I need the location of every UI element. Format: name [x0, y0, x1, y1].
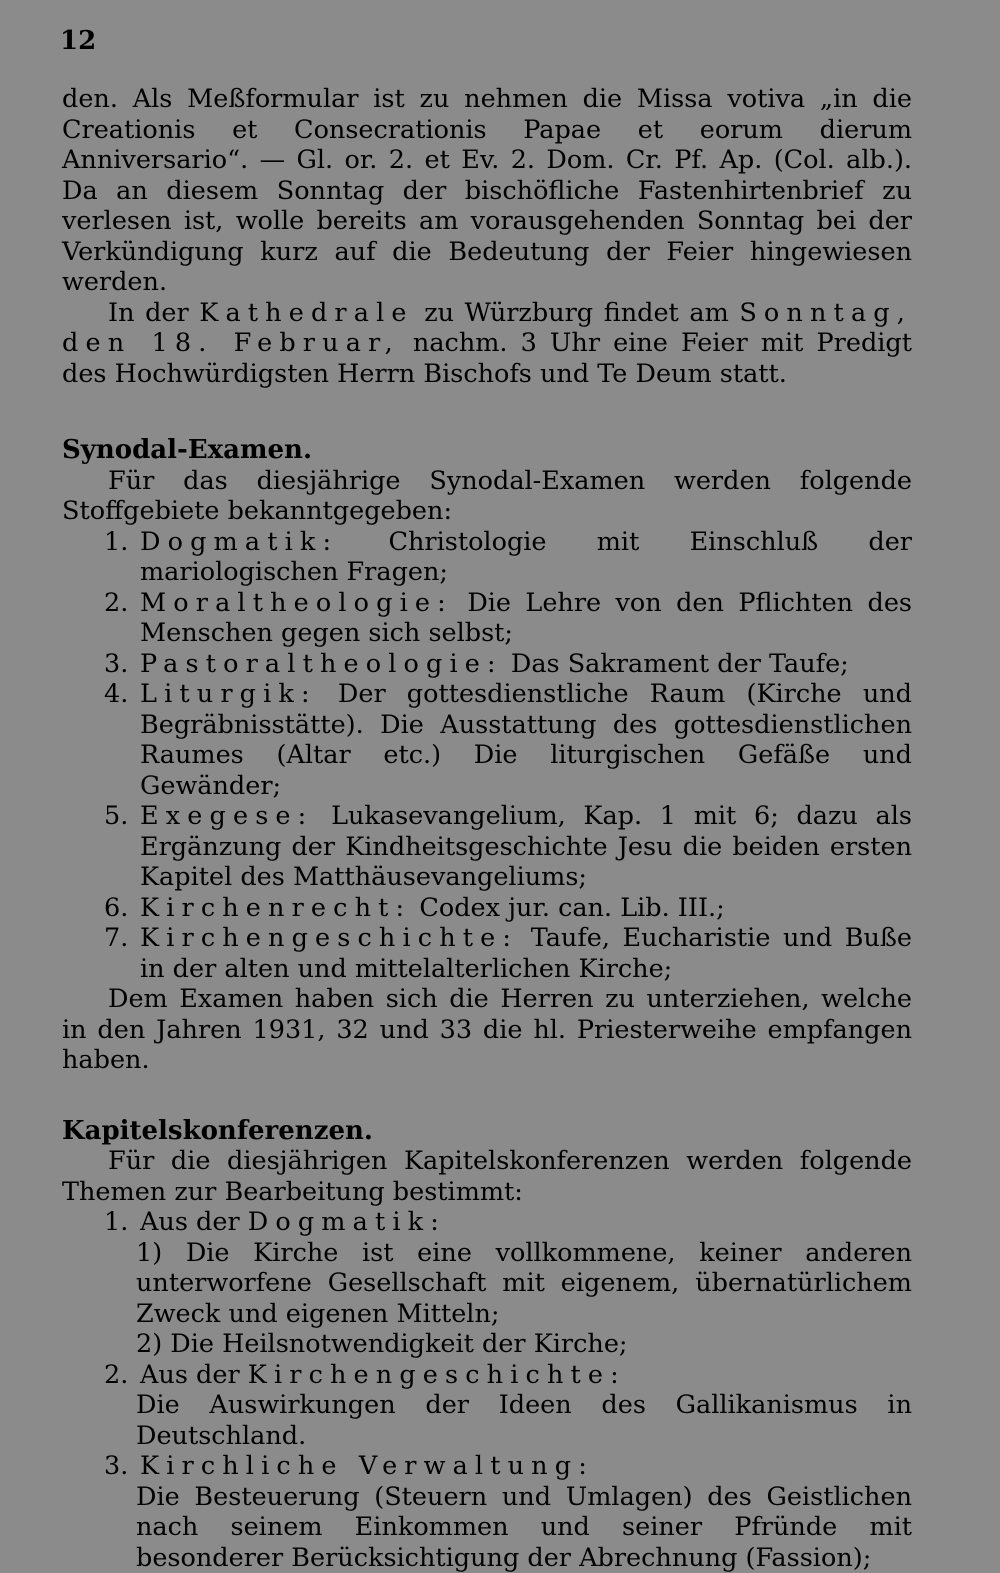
- cathedral-spaced-2: Sonntag, den 18. Februar,: [62, 298, 912, 359]
- item-number: 1.: [104, 527, 128, 558]
- list-item: [62, 649, 912, 680]
- list-item: [62, 923, 912, 984]
- item-number: 2.: [104, 588, 128, 619]
- sub-item: 1) Die Kirche ist eine vollkommene, keiner anderen unterworfene Gesellschaft mit eigenem, übernatürlichem Zweck und eigenen Mitteln;: [136, 1238, 912, 1330]
- kapitel-sub-1: [62, 1238, 912, 1360]
- item-number: 6.: [104, 893, 128, 924]
- item-text: Lukasevangelium, Kap. 1 mit 6; dazu als Ergänzung der Kindheitsgeschichte Jesu die beiden ersten Kapitel des Matthäusevangeliums;: [140, 801, 912, 892]
- list-item: [62, 527, 912, 588]
- item-term: Kirchenrecht:: [140, 893, 411, 923]
- cathedral-spaced-1: Kathedrale: [199, 298, 413, 328]
- synodal-heading: Synodal-Examen.: [62, 435, 912, 466]
- item-number: 2.: [104, 1360, 128, 1391]
- item-number: 7.: [104, 923, 128, 954]
- cathedral-paragraph: [62, 298, 912, 390]
- item-term: Pastoraltheologie:: [140, 649, 503, 679]
- item-text: Die Lehre von den Pflichten des Menschen gegen sich selbst;: [140, 588, 912, 649]
- kapitel-intro: Für die diesjährigen Kapitelskonferenzen werden folgende Themen zur Bearbeitung bestimmt:: [62, 1146, 912, 1207]
- page-number: 12: [60, 26, 96, 56]
- item-text: Das Sakrament der Taufe;: [511, 649, 849, 679]
- kapitel-heading: Kapitelskonferenzen.: [62, 1116, 912, 1147]
- item-number: 1.: [104, 1207, 128, 1238]
- kapitel-sub-3: [62, 1482, 912, 1573]
- item-prefix: Aus der: [140, 1360, 240, 1390]
- list-item: [62, 893, 912, 924]
- item-term: Kirchengeschichte:: [140, 923, 518, 953]
- item-text: Der gottesdienstliche Raum (Kirche und Begräbnisstätte). Die Ausstattung des gottesdienstlichen Raumes (Altar etc.) Die liturgischen Gefäße und Gewänder;: [140, 679, 912, 801]
- item-term: Moraltheologie:: [140, 588, 453, 618]
- item-prefix: Aus der: [140, 1207, 240, 1237]
- intro-paragraph: den. Als Meßformular ist zu nehmen die Missa votiva „in die Creationis et Consecrationis Papae et eorum dierum Anniversario“. — Gl. or. 2. et Ev. 2. Dom. Cr. Pf. Ap. (Col. alb.). Da an diesem Sonntag der bischöfliche Fastenhirtenbrief zu verlesen ist, wolle bereits am vorausgehenden Sonntag bei der Verkündigung kurz auf die Bedeutung der Feier hingewiesen werden.: [62, 84, 912, 298]
- item-text: Christologie mit Einschluß der mariologischen Fragen;: [140, 527, 912, 588]
- kapitel-sub-2: [62, 1390, 912, 1451]
- item-term: Dogmatik:: [248, 1207, 446, 1237]
- item-number: 3.: [104, 649, 128, 680]
- page-body: [62, 84, 912, 1573]
- item-number: 5.: [104, 801, 128, 832]
- item-text: Codex jur. can. Lib. III.;: [419, 893, 724, 923]
- item-text: Taufe, Eucharistie und Buße in der alten und mittelalterlichen Kirche;: [140, 923, 912, 984]
- item-term: Liturgik:: [140, 679, 317, 709]
- item-number: 4.: [104, 679, 128, 710]
- list-item: [62, 679, 912, 801]
- sub-item: Die Auswirkungen der Ideen des Gallikanismus in Deutschland.: [136, 1390, 912, 1451]
- cathedral-rest: nachm. 3 Uhr eine Feier mit Predigt des Hochwürdigsten Herrn Bischofs und Te Deum statt.: [62, 328, 912, 389]
- item-term: Exegese:: [140, 801, 313, 831]
- synodal-intro: Für das diesjährige Synodal-Examen werden folgende Stoffgebiete bekanntgegeben:: [62, 466, 912, 527]
- list-item: [62, 801, 912, 893]
- item-number: 3.: [104, 1451, 128, 1482]
- item-term: Dogmatik:: [140, 527, 338, 557]
- list-item: [62, 1207, 912, 1238]
- synodal-closing: Dem Examen haben sich die Herren zu unterziehen, welche in den Jahren 1931, 32 und 33 die hl. Priesterweihe empfangen haben.: [62, 984, 912, 1076]
- sub-item: Die Besteuerung (Steuern und Umlagen) des Geistlichen nach seinem Einkommen und seiner Pfründe mit besonderer Berücksichtigung der Abrechnung (Fassion);: [136, 1482, 912, 1573]
- list-item: [62, 1451, 912, 1482]
- item-term: Kirchliche Verwaltung:: [140, 1451, 594, 1481]
- cathedral-pre: In der: [108, 298, 189, 328]
- list-item: [62, 1360, 912, 1391]
- kapitel-list: [62, 1207, 912, 1238]
- kapitel-list-2: [62, 1360, 912, 1391]
- item-term: Kirchengeschichte:: [248, 1360, 626, 1390]
- synodal-list: [62, 527, 912, 985]
- list-item: [62, 588, 912, 649]
- sub-item: 2) Die Heilsnotwendigkeit der Kirche;: [136, 1329, 912, 1360]
- cathedral-mid: zu Würzburg findet am: [424, 298, 729, 328]
- kapitel-list-3: [62, 1451, 912, 1482]
